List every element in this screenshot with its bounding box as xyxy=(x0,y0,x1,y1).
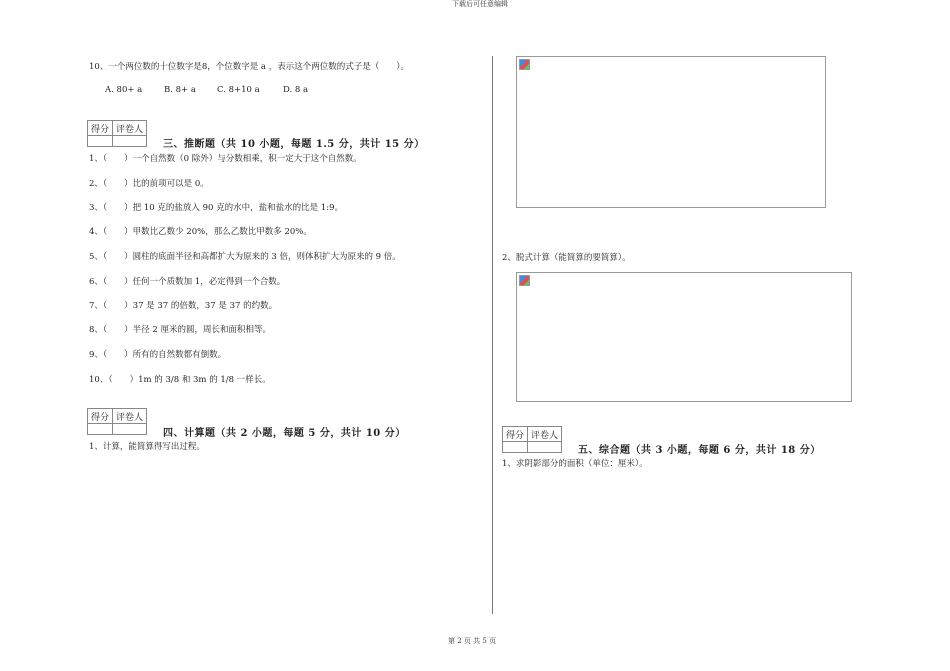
page-number: 第 2 页 共 5 页 xyxy=(448,637,497,645)
grader-cell[interactable] xyxy=(528,442,562,453)
comp-question-1: 1、求阴影部分的面积（单位：厘米）。 xyxy=(502,459,648,469)
grader-label: 评卷人 xyxy=(113,121,147,136)
grader-label: 评卷人 xyxy=(528,427,562,442)
score-box-section5 xyxy=(502,426,562,453)
judgment-10: 10、（ ）1m 的 3/8 和 3m 的 1/8 一样长。 xyxy=(89,375,271,385)
calc-question-2: 2、脱式计算（能简算的要简算）。 xyxy=(502,253,631,263)
score-box-section4 xyxy=(87,408,147,435)
calc-question-1: 1、计算，能简算得写出过程。 xyxy=(89,442,205,452)
broken-image-icon xyxy=(519,275,530,286)
grader-cell[interactable] xyxy=(113,136,147,147)
section3-title: 三、推断题（共 10 小题，每题 1.5 分，共计 15 分） xyxy=(163,139,425,150)
section4-title: 四、计算题（共 2 小题，每题 5 分，共计 10 分） xyxy=(163,428,406,439)
judgment-3: 3、（ ）把 10 克的盐放入 90 克的水中，盐和盐水的比是 1:9。 xyxy=(89,203,343,213)
score-box-section3 xyxy=(87,120,147,147)
score-label: 得分 xyxy=(88,409,113,424)
judgment-1: 1、（ ）一个自然数（0 除外）与分数相乘，积一定大于这个自然数。 xyxy=(89,154,362,164)
score-cell[interactable] xyxy=(88,136,113,147)
option-a: A. 80+ a xyxy=(105,85,143,95)
judgment-2: 2、（ ）比的前项可以是 0。 xyxy=(89,179,209,189)
judgment-8: 8、（ ）半径 2 厘米的圆，周长和面积相等。 xyxy=(89,325,271,335)
top-note: 下载后可任意编辑 xyxy=(452,0,508,8)
judgment-5: 5、（ ）圆柱的底面半径和高都扩大为原来的 3 倍，则体积扩大为原来的 9 倍。 xyxy=(89,252,401,262)
score-label: 得分 xyxy=(503,427,528,442)
score-label: 得分 xyxy=(88,121,113,136)
column-divider xyxy=(492,56,493,614)
judgment-4: 4、（ ）甲数比乙数少 20%，那么乙数比甲数多 20%。 xyxy=(89,227,312,237)
option-c: C. 8+10 a xyxy=(217,85,260,95)
score-cell[interactable] xyxy=(88,424,113,435)
score-cell[interactable] xyxy=(503,442,528,453)
grader-cell[interactable] xyxy=(113,424,147,435)
grader-label: 评卷人 xyxy=(113,409,147,424)
image-placeholder-2 xyxy=(516,272,852,402)
section5-title: 五、综合题（共 3 小题，每题 6 分，共计 18 分） xyxy=(578,445,821,456)
broken-image-icon xyxy=(519,59,530,70)
question-10: 10、一个两位数的十位数字是8，个位数字是 a ，表示这个两位数的式子是（ ）。 xyxy=(89,62,409,72)
judgment-7: 7、（ ）37 是 37 的倍数，37 是 37 的约数。 xyxy=(89,301,278,311)
judgment-6: 6、（ ）任何一个质数加 1，必定得到一个合数。 xyxy=(89,277,286,287)
image-placeholder-1 xyxy=(516,56,826,208)
option-b: B. 8+ a xyxy=(164,85,196,95)
judgment-9: 9、（ ）所有的自然数都有倒数。 xyxy=(89,350,227,360)
option-d: D. 8 a xyxy=(283,85,309,95)
